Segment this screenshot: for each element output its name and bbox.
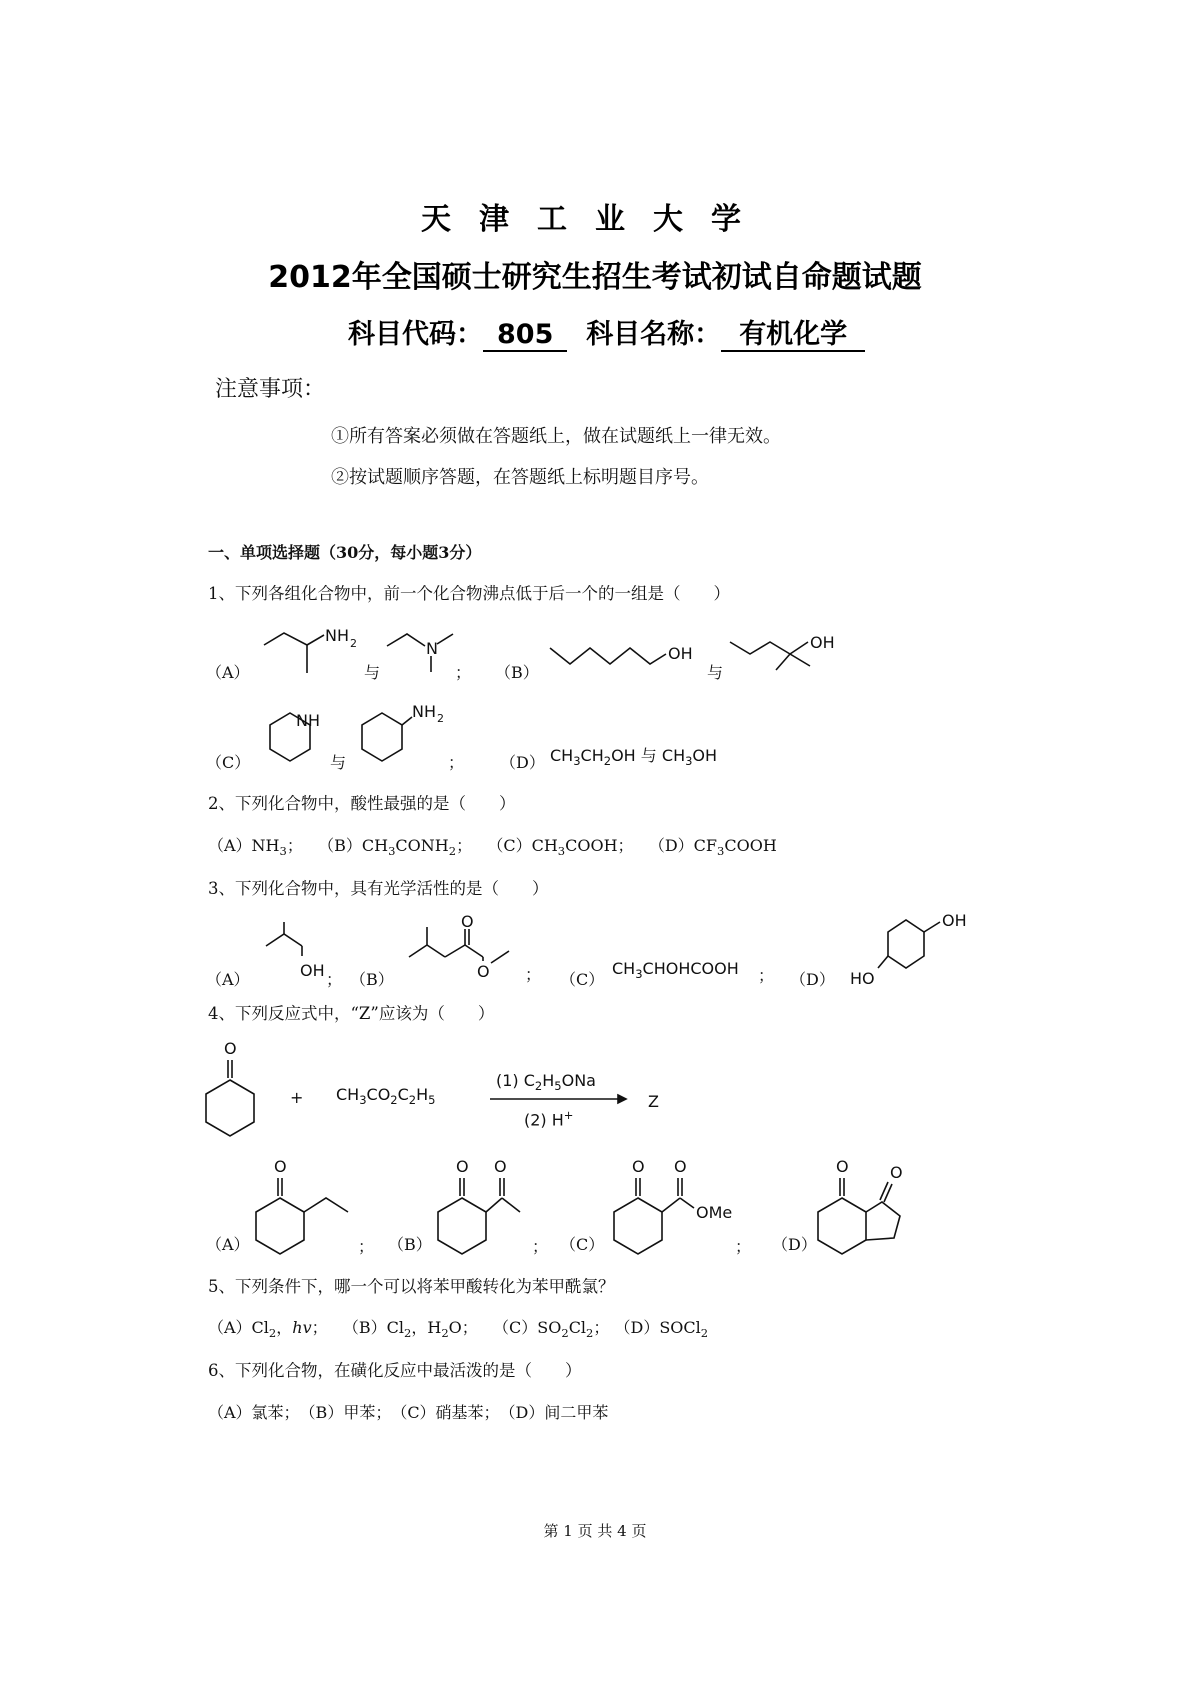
q4-cond1-b: H bbox=[542, 1071, 555, 1090]
question-4-stem: 4、下列反应式中，“Z”应该为（ ） bbox=[208, 1004, 495, 1023]
q4-c-ome-label: OMe bbox=[696, 1203, 733, 1222]
q4-reaction-arrow bbox=[488, 1092, 628, 1106]
q4-c-ester-o: O bbox=[674, 1157, 687, 1176]
q1-c-nh2-sub: 2 bbox=[437, 712, 444, 725]
q4-reagent bbox=[336, 1085, 435, 1107]
q5-b-end: O； bbox=[448, 1318, 478, 1337]
q2-b-end: ； bbox=[456, 836, 473, 855]
q1-d-ch2: CH bbox=[580, 746, 604, 765]
notice-item-2: ②按试题顺序答题，在答题纸上标明题目序号。 bbox=[331, 467, 709, 488]
q1-a-sec-butylamine-structure bbox=[262, 625, 372, 685]
q5-option-a: （A）Cl bbox=[208, 1318, 269, 1337]
q1-d-formulas bbox=[550, 743, 717, 768]
q4-c-ring-o: O bbox=[632, 1157, 645, 1176]
q1-b-conjunction: 与 bbox=[707, 663, 724, 682]
q1-d-ch: CH bbox=[550, 746, 574, 765]
q5-b-sub: 2 bbox=[404, 1326, 412, 1341]
q2-option-a: （A）NH bbox=[208, 836, 280, 855]
q4-a-ethylcyclohexanone-structure bbox=[250, 1158, 360, 1258]
q5-c-sub: 2 bbox=[561, 1326, 569, 1341]
q1-option-c-label: （C） bbox=[206, 753, 251, 772]
q3-b-ether-o: O bbox=[477, 962, 490, 981]
notice-item-1: ①所有答案必须做在答题纸上，做在试题纸上一律无效。 bbox=[331, 426, 781, 447]
q1-option-a-label: （A） bbox=[206, 663, 250, 682]
q2-d-sub: 3 bbox=[717, 844, 725, 859]
question-2-stem: 2、下列化合物中，酸性最强的是（ ） bbox=[208, 794, 516, 813]
q4-b-acetylcyclohexanone-structure bbox=[432, 1158, 542, 1258]
q1-a-separator: ； bbox=[455, 663, 472, 682]
q1-a-ethyldimethylamine-structure bbox=[385, 628, 465, 688]
q4-option-a-label: （A） bbox=[206, 1235, 250, 1254]
q3-b-ester-structure bbox=[405, 912, 545, 995]
q5-option-d: （D）SOCl bbox=[614, 1318, 701, 1337]
q1-d-ch-right: CH bbox=[661, 746, 686, 765]
q4-condition-2 bbox=[524, 1108, 573, 1129]
q3-d-cyclohexanediol-structure bbox=[840, 900, 980, 1000]
q5-d-sub: 2 bbox=[700, 1326, 709, 1341]
subject-line bbox=[348, 312, 865, 352]
q4-cond1-s2: 5 bbox=[554, 1079, 562, 1094]
question-6-options: （A）氯苯； （B）甲苯； （C）硝基苯； （D）间二甲苯 bbox=[208, 1403, 609, 1422]
q4-cond1-c: ONa bbox=[561, 1071, 596, 1090]
question-6-stem: 6、下列化合物，在磺化反应中最活泼的是（ ） bbox=[208, 1361, 582, 1380]
question-1-stem: 1、下列各组化合物中，前一个化合物沸点低于后一个的一组是（ ） bbox=[208, 584, 730, 603]
q4-cond2-a: (2) H bbox=[524, 1110, 564, 1130]
q3-a-oh-label: OH bbox=[300, 961, 325, 980]
q1-c-cyclohexylamine-structure bbox=[350, 702, 460, 785]
q1-a-n-label: N bbox=[426, 639, 438, 658]
q5-b-sub2: 2 bbox=[441, 1326, 449, 1341]
q3-option-b-label: （B） bbox=[350, 970, 394, 989]
subject-name-label: 科目名称： bbox=[586, 319, 722, 350]
q4-reagent-h: H bbox=[416, 1085, 429, 1104]
q2-c-sub: 3 bbox=[557, 844, 566, 859]
q4-reagent-ch: CH bbox=[336, 1085, 360, 1104]
q4-a-separator: ； bbox=[358, 1237, 375, 1256]
q1-c-nh-label: NH bbox=[296, 711, 320, 730]
q5-c-mid: Cl bbox=[568, 1318, 587, 1337]
q2-b-mid: CONH bbox=[395, 836, 449, 855]
q5-c-sub2: 2 bbox=[586, 1326, 594, 1341]
q5-a-mid: ， bbox=[276, 1318, 293, 1337]
q4-reactant-o: O bbox=[224, 1039, 237, 1058]
q2-a-sub: 3 bbox=[279, 844, 287, 859]
q4-cond1-s1: 2 bbox=[534, 1079, 543, 1094]
q1-d-oh: OH bbox=[611, 746, 636, 765]
q1-a-conjunction: 与 bbox=[364, 663, 381, 682]
q3-d-oh-label: OH bbox=[942, 911, 967, 930]
q1-c-conjunction: 与 bbox=[330, 753, 347, 772]
q4-a-o: O bbox=[274, 1157, 287, 1176]
q1-a-nh2-label: NH bbox=[325, 626, 349, 645]
q5-option-b: （B）Cl bbox=[342, 1318, 405, 1337]
page-footer: 第 1 页 共 4 页 bbox=[543, 1522, 647, 1540]
subject-code-value: 805 bbox=[483, 320, 567, 352]
q4-b-acetyl-o: O bbox=[494, 1157, 507, 1176]
subject-name-value: 有机化学 bbox=[721, 320, 865, 352]
q4-reagent-s3: 2 bbox=[408, 1093, 417, 1108]
q1-d-conjunction: 与 bbox=[640, 746, 657, 765]
q4-cond1-a: (1) C bbox=[496, 1071, 535, 1090]
q4-b-ring-o: O bbox=[456, 1157, 469, 1176]
section-title: 一、单项选择题（30分，每小题3分） bbox=[208, 543, 482, 562]
q5-a-hv: hv bbox=[292, 1318, 312, 1337]
q4-c-separator: ； bbox=[735, 1237, 752, 1256]
q4-reagent-co: CO bbox=[366, 1085, 391, 1104]
q4-cyclohexanone-structure bbox=[200, 1040, 270, 1140]
q1-b-methylpentanol-structure bbox=[728, 630, 848, 680]
q4-option-b-label: （B） bbox=[388, 1235, 432, 1254]
q1-d-sub3-right: 3 bbox=[685, 754, 693, 769]
q5-c-end: ； bbox=[593, 1318, 610, 1337]
q2-a-end: ； bbox=[286, 836, 303, 855]
q3-option-a-label: （A） bbox=[206, 970, 250, 989]
q3-c-separator: ； bbox=[758, 966, 775, 985]
q1-option-b-label: （B） bbox=[495, 663, 539, 682]
q3-a-separator: ； bbox=[326, 970, 343, 989]
q3-d-ho-label: HO bbox=[850, 969, 875, 988]
q4-b-separator: ； bbox=[532, 1237, 549, 1256]
q4-d-bicyclic-diketone-structure bbox=[816, 1158, 936, 1258]
q2-option-c: （C）CH bbox=[487, 836, 558, 855]
q5-a-sub: 2 bbox=[268, 1326, 277, 1341]
q4-option-d-label: （D） bbox=[772, 1235, 817, 1254]
q2-option-b: （B）CH bbox=[318, 836, 389, 855]
q2-b-sub2: 2 bbox=[448, 844, 457, 859]
q3-c-rest: CHOHCOOH bbox=[642, 959, 739, 978]
q1-option-d-label: （D） bbox=[500, 753, 545, 772]
q2-b-sub1: 3 bbox=[388, 844, 396, 859]
q4-d-o-right: O bbox=[890, 1163, 903, 1182]
q4-option-c-label: （C） bbox=[560, 1235, 605, 1254]
q1-a-nh2-sub: 2 bbox=[350, 637, 357, 650]
q4-condition-1 bbox=[496, 1071, 596, 1093]
q1-c-separator: ； bbox=[448, 753, 465, 772]
q3-option-c-label: （C） bbox=[560, 970, 605, 989]
q4-reagent-s2: 2 bbox=[390, 1093, 398, 1108]
question-2-options bbox=[208, 833, 777, 858]
q3-c-sub: 3 bbox=[635, 967, 643, 982]
notice-title: 注意事项： bbox=[215, 377, 326, 402]
q1-c-nh2-label: NH bbox=[412, 702, 436, 721]
q4-plus: + bbox=[290, 1088, 304, 1107]
q1-b-oh-label: OH bbox=[668, 644, 693, 663]
q2-d-end: COOH bbox=[724, 836, 777, 855]
q5-option-c: （C）SO bbox=[493, 1318, 562, 1337]
q4-reagent-s1: 3 bbox=[359, 1093, 367, 1108]
q3-c-formula bbox=[612, 959, 739, 981]
question-5-options bbox=[208, 1315, 708, 1340]
q2-option-d: （D）CF bbox=[648, 836, 718, 855]
university-name: 天津工业大学 bbox=[421, 202, 769, 237]
question-5-stem: 5、下列条件下，哪一个可以将苯甲酸转化为苯甲酰氯？ bbox=[208, 1277, 615, 1296]
q3-b-separator: ； bbox=[525, 965, 542, 984]
subject-code-label: 科目代码： bbox=[348, 319, 483, 350]
q4-cond2-sup: + bbox=[563, 1108, 574, 1122]
q3-option-d-label: （D） bbox=[790, 970, 835, 989]
q4-reagent-s4: 5 bbox=[428, 1093, 436, 1108]
q5-a-end: ； bbox=[311, 1318, 328, 1337]
q4-reagent-c: C bbox=[397, 1085, 409, 1104]
q1-b-oh-label2: OH bbox=[810, 633, 835, 652]
q1-b-hexanol-structure bbox=[548, 640, 718, 680]
q4-product-z: Z bbox=[648, 1092, 659, 1111]
q1-d-sub3: 3 bbox=[573, 754, 581, 769]
q1-d-oh-right: OH bbox=[692, 746, 718, 765]
q4-d-o-left: O bbox=[836, 1157, 849, 1176]
q2-c-end: COOH； bbox=[565, 836, 634, 855]
q5-b-mid: ，H bbox=[411, 1318, 442, 1337]
q3-b-carbonyl-o: O bbox=[461, 912, 474, 931]
exam-title: 2012年全国硕士研究生招生考试初试自命题试题 bbox=[268, 260, 922, 295]
q1-d-sub2: 2 bbox=[603, 754, 612, 769]
q1-c-piperidine-structure bbox=[258, 705, 338, 785]
question-3-stem: 3、下列化合物中，具有光学活性的是（ ） bbox=[208, 879, 549, 898]
q3-c-ch: CH bbox=[612, 959, 636, 978]
